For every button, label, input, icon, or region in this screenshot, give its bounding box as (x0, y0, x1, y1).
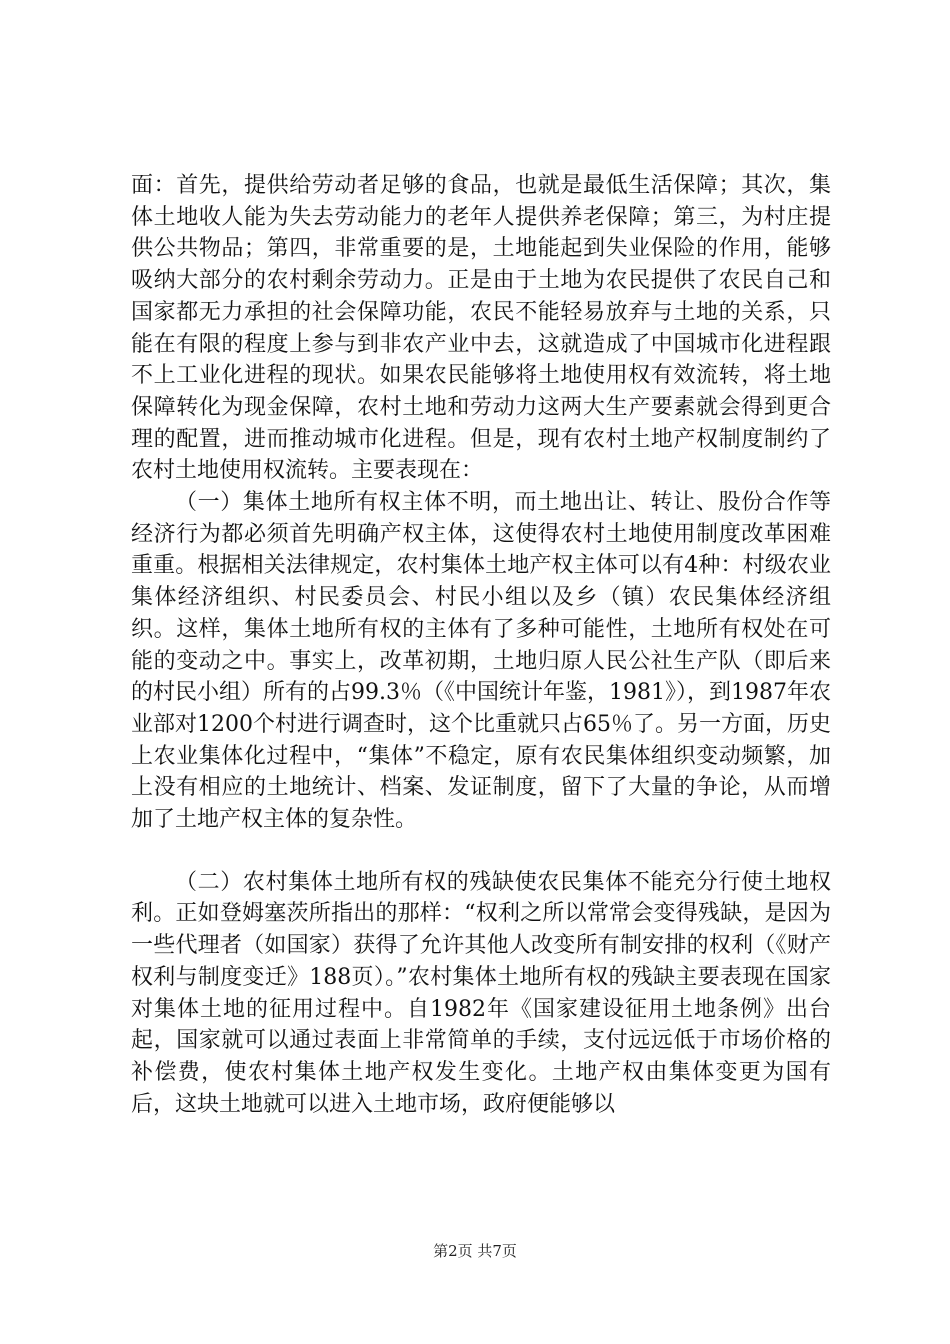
paragraph-continuation: 面：首先，提供给劳动者足够的食品，也就是最低生活保障；其次，集体土地收人能为失去劳动能力的老年人提供养老保障；第三，为村庄提供公共物品；第四，非常重要的是，土地能起到失业保险的作用，能够吸纳大部分的农村剩余劳动力。正是由于土地为农民提供了农民自己和国家都无力承担的社会保障功能，农民不能轻易放弃与土地的关系，只能在有限的程度上参与到非农产业中去，这就造成了中国城市化进程跟不上工业化进程的现状。如果农民能够将土地使用权有效流转，将土地保障转化为现金保障，农村土地和劳动力这两大生产要素就会得到更合理的配置，进而推动城市化进程。但是，现有农村土地产权制度制约了农村土地使用权流转。主要表现在： (131, 173, 831, 484)
page-number-footer: 第2页 共7页 (433, 1242, 517, 1260)
paragraph-section-one: （一）集体土地所有权主体不明，而土地出让、转让、股份合作等经济行为都必须首先明确产权主体，这使得农村土地使用制度改革困难重重。根据相关法律规定，农村集体土地产权主体可以有4种：村级农业集体经济组织、村民委员会、村民小组以及乡（镇）农民集体经济组织。这样，集体土地所有权的主体有了多种可能性，土地所有权处在可能的变动之中。事实上，改革初期，土地归原人民公社生产队（即后来的村民小组）所有的占99.3％（《中国统计年鉴，1981》），到1987年农业部对1200个村进行调查时，这个比重就只占65％了。另一方面，历史上农业集体化过程中，“集体”不稳定，原有农民集体组织变动频繁，加上没有相应的土地统计、档案、发证制度，留下了大量的争论，从而增加了土地产权主体的复杂性。 (131, 490, 831, 833)
document-body (131, 170, 831, 1120)
paragraph-section-two: （二）农村集体土地所有权的残缺使农民集体不能充分行使土地权利。正如登姆塞茨所指出的那样：“权利之所以常常会变得残缺，是因为一些代理者（如国家）获得了允许其他人改变所有制安排的权利（《财产权利与制度变迁》188页）。”农村集体土地所有权的残缺主要表现在国家对集体土地的征用过程中。自1982年《国家建设征用土地条例》出台起，国家就可以通过表面上非常简单的手续，支付远远低于市场价格的补偿费，使农村集体土地产权发生变化。土地产权由集体变更为国有后，这块土地就可以进入土地市场，政府便能够以 (131, 869, 831, 1117)
